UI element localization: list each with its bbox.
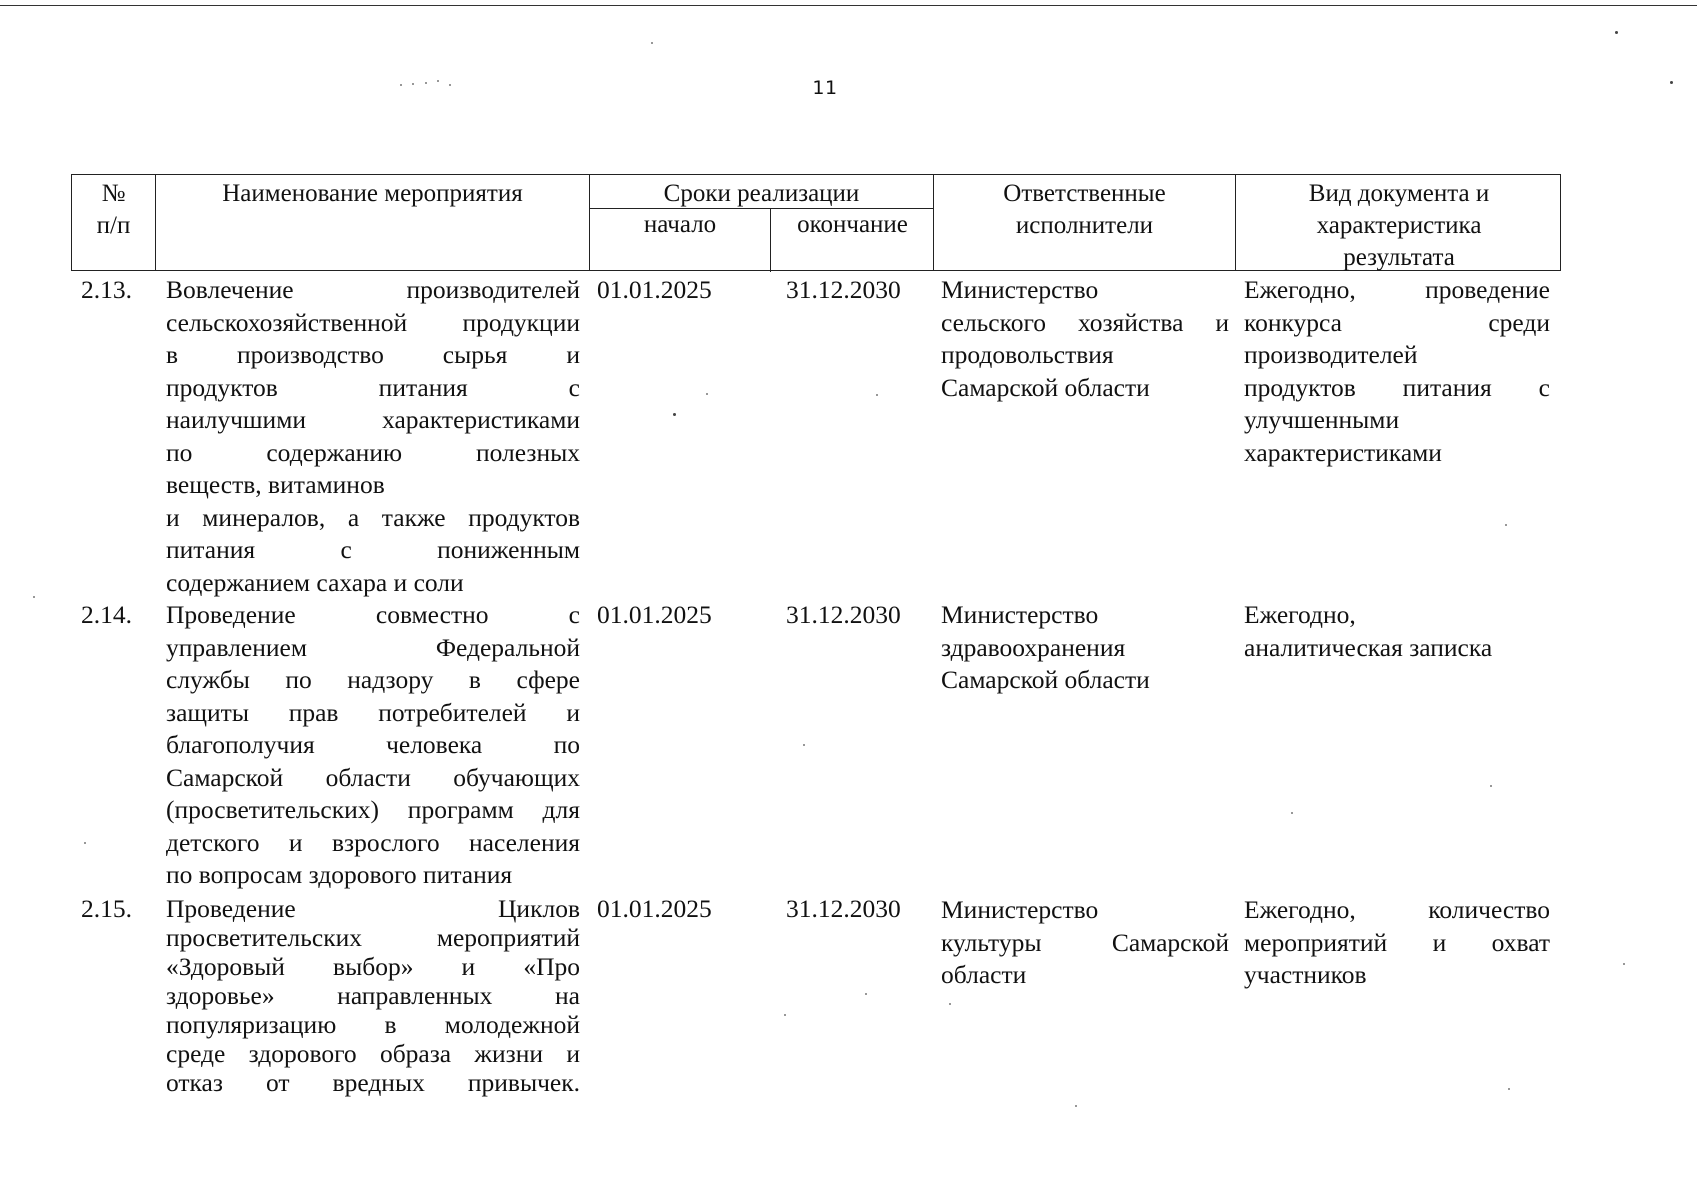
text-line: культуры Самарской (941, 927, 1229, 957)
scan-speck (803, 744, 805, 746)
header-document-line: Вид документа и (1308, 180, 1490, 207)
text-line: характеристиками (1244, 437, 1442, 467)
text-line: продуктов питания с (166, 372, 580, 402)
header-number (72, 175, 156, 270)
row-end-date: 31.12.2030 (786, 894, 901, 923)
text-line: отказ от вредных привычек. (166, 1068, 580, 1097)
header-document-line: результата (1343, 244, 1455, 271)
table-header (71, 174, 1561, 271)
scan-speck (865, 993, 867, 995)
text-line: продуктов питания с (1244, 372, 1550, 402)
scan-speck (784, 1014, 786, 1016)
text-line: детского и взрослого населения (166, 827, 580, 857)
row-start-date: 01.01.2025 (597, 600, 712, 629)
text-line: питания с пониженным (166, 535, 580, 564)
header-event-name: Наименование мероприятия (156, 175, 590, 270)
scan-speck (949, 1003, 951, 1005)
text-line: среде здорового образа жизни и (166, 1039, 580, 1068)
header-terms-title: Сроки реализации (590, 175, 933, 209)
page-number: 11 (812, 77, 838, 99)
text-line: мероприятий и охват (1244, 927, 1550, 957)
text-line: популяризацию в молодежной (166, 1010, 580, 1039)
row-document (1244, 274, 1550, 469)
header-end: окончание (797, 211, 908, 238)
row-event-name (166, 894, 580, 1097)
text-line: Ежегодно, количество (1244, 895, 1550, 924)
text-line: по вопросам здорового питания (166, 860, 513, 889)
text-line: сельского хозяйства и (941, 307, 1229, 337)
row-start-date: 01.01.2025 (597, 275, 712, 304)
text-line: улучшенными (1244, 405, 1400, 434)
scan-speck (1291, 812, 1293, 814)
text-line: просветительских мероприятий (166, 923, 580, 952)
scan-speck (651, 42, 653, 44)
row-end-date: 31.12.2030 (786, 600, 901, 629)
text-line: производителей (1244, 340, 1418, 369)
text-line: (просветительских) программ для (166, 795, 580, 824)
text-line: Самарской области обучающих (166, 762, 580, 792)
text-line: здравоохранения (941, 632, 1126, 662)
row-number: 2.14. (81, 600, 132, 629)
scan-speck (1615, 31, 1618, 34)
header-responsible-line: исполнители (1015, 212, 1154, 239)
text-line: области (941, 960, 1027, 989)
scan-speck (400, 84, 402, 86)
scan-speck (425, 82, 427, 84)
row-document (1244, 894, 1550, 992)
scan-speck (1490, 785, 1492, 787)
text-line: Проведение Циклов (166, 894, 580, 923)
text-line: «Здоровый выбор» и «Про (166, 952, 580, 981)
row-event-name (166, 599, 580, 892)
text-line: веществ, витаминов (166, 470, 385, 499)
text-line: благополучия человека по (166, 730, 580, 759)
row-responsible (941, 274, 1229, 404)
scan-speck (1670, 81, 1673, 84)
scan-speck (876, 394, 878, 396)
text-line: Ежегодно, проведение (1244, 275, 1550, 304)
text-line: Министерство (941, 895, 1099, 924)
text-line: сельскохозяйственной продукции (166, 307, 580, 337)
text-line: конкурса среди (1244, 307, 1550, 337)
header-terms (590, 175, 934, 270)
scan-speck (1623, 963, 1625, 965)
text-line: Министерство (941, 600, 1099, 629)
row-number: 2.13. (81, 275, 132, 304)
text-line: защиты прав потребителей и (166, 697, 580, 727)
scan-speck (33, 596, 35, 598)
row-start-date: 01.01.2025 (597, 894, 712, 923)
text-line: Самарской области (941, 665, 1150, 694)
text-line: аналитическая записка (1244, 632, 1493, 662)
scan-speck (449, 84, 451, 86)
text-line: службы по надзору в сфере (166, 665, 580, 694)
scan-speck (1505, 524, 1507, 526)
text-line: содержанием сахара и соли (166, 567, 464, 597)
header-number-line: № (101, 180, 126, 207)
scan-speck (673, 413, 676, 416)
text-line: Вовлечение производителей (166, 275, 580, 304)
row-end-date: 31.12.2030 (786, 275, 901, 304)
text-line: наилучшими характеристиками (166, 405, 580, 434)
scan-speck (84, 842, 86, 844)
header-number-line: п/п (96, 212, 131, 239)
text-line: Проведение совместно с (166, 600, 580, 629)
row-event-name (166, 274, 580, 599)
scan-speck (412, 83, 414, 85)
scan-speck (1508, 1088, 1510, 1090)
text-line: управлением Федеральной (166, 632, 580, 662)
row-document (1244, 599, 1550, 664)
top-border-line (0, 5, 1697, 6)
text-line: Самарской области (941, 372, 1150, 402)
header-document (1236, 175, 1562, 270)
row-number: 2.15. (81, 894, 132, 923)
text-line: продовольствия (941, 340, 1114, 369)
scan-speck (437, 80, 439, 82)
row-responsible (941, 894, 1229, 992)
text-line: Министерство (941, 275, 1099, 304)
header-responsible-line: Ответственные (1003, 180, 1166, 207)
header-document-line: характеристика (1316, 212, 1482, 239)
text-line: здоровье» направленных на (166, 981, 580, 1010)
text-line: в производство сырья и (166, 340, 580, 369)
header-responsible (934, 175, 1236, 270)
text-line: и минералов, а также продуктов (166, 502, 580, 532)
scan-speck (706, 393, 708, 395)
text-line: по содержанию полезных (166, 437, 580, 467)
text-line: участников (1244, 960, 1367, 989)
header-start: начало (590, 209, 771, 272)
row-responsible (941, 599, 1229, 697)
text-line: Ежегодно, (1244, 600, 1356, 629)
scan-speck (1075, 1105, 1077, 1107)
